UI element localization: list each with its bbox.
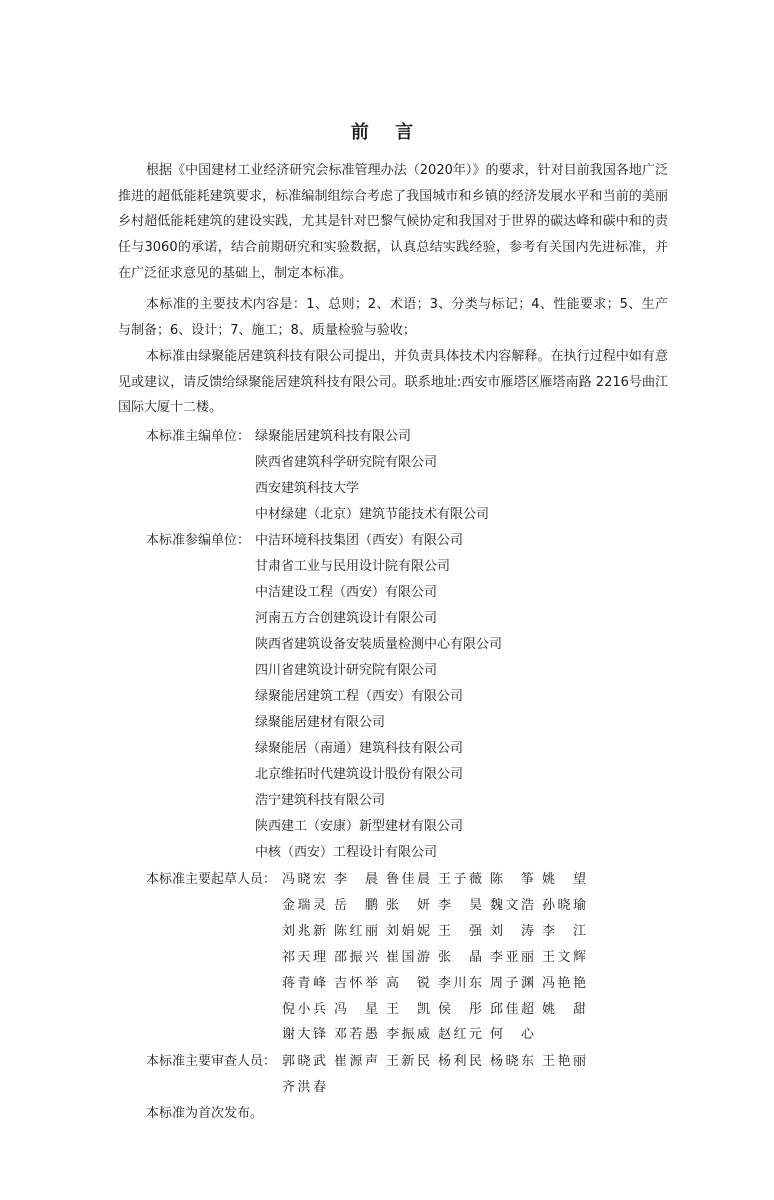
participating-unit-item: 中核（西安）工程设计有限公司: [255, 845, 438, 860]
person-name: 魏文浩: [490, 897, 534, 913]
person-name: 祁天理: [282, 949, 326, 965]
person-name: 冯晓宏: [282, 872, 326, 887]
person-name: 倪小兵: [282, 1001, 326, 1017]
person-name: 王新民: [386, 1054, 430, 1069]
page-title: 前 言: [350, 122, 424, 143]
chief-unit-item: 陕西省建筑科学研究院有限公司: [255, 455, 438, 470]
chief-units-list: [255, 424, 489, 528]
person-name: 李晨: [334, 872, 378, 887]
participating-unit-item: 四川省建筑设计研究院有限公司: [255, 663, 438, 678]
participating-unit-item: 绿聚能居建材有限公司: [255, 715, 386, 730]
person-name: 侯彤: [438, 1001, 482, 1017]
person-name: 张晶: [438, 949, 482, 965]
participating-units-list: [255, 528, 502, 866]
person-name: 杨晓东: [490, 1054, 534, 1069]
person-name: 谢大锋: [282, 1027, 326, 1043]
person-name: 刘娟妮: [386, 923, 430, 939]
person-name: 李江: [542, 923, 586, 939]
person-name: 周子渊: [490, 975, 534, 991]
person-name: 吉怀举: [334, 975, 378, 991]
drafters-label: 本标准主要起草人员：: [146, 872, 277, 887]
person-name: 何心: [490, 1027, 534, 1043]
person-name: 李振威: [386, 1027, 430, 1043]
person-name: 蒋青峰: [282, 975, 326, 991]
person-name: 冯星: [334, 1001, 378, 1017]
person-name: 崔源声: [334, 1054, 378, 1069]
chief-units-label: 本标准主编单位：: [146, 429, 251, 444]
person-name: 姚望: [542, 872, 586, 887]
person-name: 高锐: [386, 975, 430, 991]
person-name: 李亚丽: [490, 949, 534, 965]
person-name: 李川东: [438, 975, 482, 991]
participating-unit-item: 北京维拓时代建筑设计股份有限公司: [255, 767, 464, 782]
person-name: 金瑞灵: [282, 897, 326, 913]
closing-statement: 本标准为首次发布。: [146, 1106, 264, 1121]
person-name: 王子薇: [438, 872, 482, 887]
person-name: 姚甜: [542, 1001, 586, 1017]
person-name: 刘涛: [490, 923, 534, 939]
chief-unit-item: 绿聚能居建筑科技有限公司: [255, 429, 412, 444]
participating-units-label: 本标准参编单位：: [146, 533, 251, 548]
participating-unit-item: 浩宁建筑科技有限公司: [255, 793, 386, 808]
preface-paragraph-3: 本标准由绿聚能居建筑科技有限公司提出，并负责具体技术内容解释。在执行过程中如有意见或建议，请反馈给绿聚能居建筑科技有限公司。联系地址:西安市雁塔区雁塔南路 2216号曲江国际大厦十二楼。: [118, 349, 668, 416]
person-name: 张妍: [386, 897, 430, 913]
participating-unit-item: 绿聚能居建筑工程（西安）有限公司: [255, 689, 464, 704]
preface-paragraph-1: 根据《中国建材工业经济研究会标准管理办法（2020年）》的要求，针对目前我国各地广泛推进的超低能耗建筑要求，标准编制组综合考虑了我国城市和乡镇的经济发展水平和当前的美丽乡村超低能耗建筑的建设实践，尤其是针对巴黎气候协定和我国对于世界的碳达峰和碳中和的责任与3060的承诺，结合前期研究和实验数据，认真总结实践经验，参考有关国内先进标准，并在广泛征求意见的基础上，制定本标准。: [118, 163, 668, 281]
preface-paragraph-2: 本标准的主要技术内容是：1、总则；2、术语；3、分类与标记；4、性能要求；5、生产与制备；6、设计；7、施工；8、质量检验与验收；: [118, 297, 668, 338]
person-name: 孙晓瑜: [542, 897, 586, 913]
person-name: 陈红丽: [334, 923, 378, 939]
reviewers-label: 本标准主要审查人员：: [146, 1054, 277, 1069]
person-name: 陈筝: [490, 872, 534, 887]
participating-unit-item: 绿聚能居（南通）建筑科技有限公司: [255, 741, 464, 756]
person-name: 冯艳艳: [542, 975, 586, 991]
drafters-grid: [282, 867, 594, 1048]
person-name: 齐洪春: [282, 1079, 326, 1095]
person-name: 岳鹏: [334, 897, 378, 913]
participating-unit-item: 河南五方合创建筑设计有限公司: [255, 611, 438, 626]
participating-unit-item: 甘肃省工业与民用设计院有限公司: [255, 559, 451, 574]
person-name: 王艳丽: [542, 1054, 586, 1069]
person-name: 王凯: [386, 1001, 430, 1017]
person-name: 鲁佳晨: [386, 872, 430, 887]
person-name: 李昊: [438, 897, 482, 913]
person-name: 崔国游: [386, 949, 430, 965]
reviewers-grid: [282, 1049, 594, 1101]
participating-unit-item: 中洁环境科技集团（西安）有限公司: [255, 533, 464, 548]
chief-unit-item: 西安建筑科技大学: [255, 481, 360, 496]
person-name: 刘兆新: [282, 923, 326, 939]
person-name: 郭晓武: [282, 1054, 326, 1069]
participating-unit-item: 中洁建设工程（西安）有限公司: [255, 585, 438, 600]
participating-unit-item: 陕西建工（安康）新型建材有限公司: [255, 819, 464, 834]
person-name: 赵红元: [438, 1027, 482, 1043]
person-name: 邓若愚: [334, 1027, 378, 1043]
person-name: 邱佳超: [490, 1001, 534, 1017]
person-name: 邵振兴: [334, 949, 378, 965]
person-name: 王强: [438, 923, 482, 939]
person-name: 王文辉: [542, 949, 586, 965]
chief-unit-item: 中材绿建（北京）建筑节能技术有限公司: [255, 507, 490, 522]
person-name: 杨利民: [438, 1054, 482, 1069]
participating-unit-item: 陕西省建筑设备安装质量检测中心有限公司: [255, 637, 503, 652]
